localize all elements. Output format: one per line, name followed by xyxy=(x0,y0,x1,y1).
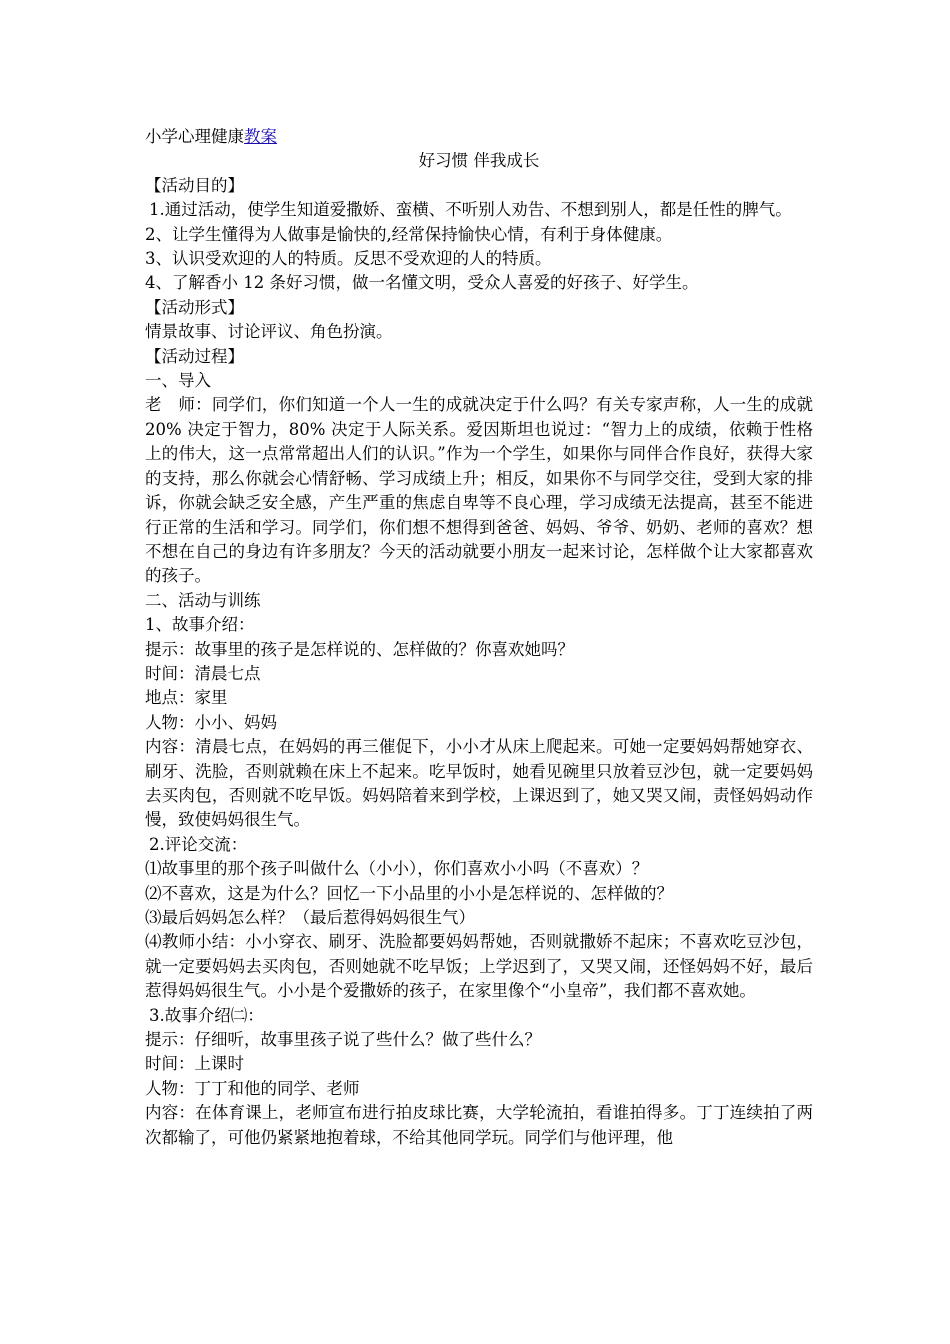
header-prefix: 小学心理健康 xyxy=(145,127,244,146)
intro-paragraph: 老 师：同学们，你们知道一个人一生的成就决定于什么吗？有关专家声称，人一生的成就 20% 决定于智力，80% 决定于人际关系。爱因斯坦也说过：“智力上的成绩，依赖于性格上的伟大，这一点常常超出人们的认识。”作为一个学生，如果你与同伴合作良好，获得大家的支持，那么你就会心情舒畅、学习成绩上升；相反，如果你不与同学交往，受到大家的排诉，你就会缺乏安全感，产生严重的焦虑自卑等不良心理，学习成绩无法提高，甚至不能进行正常的生活和学习。同学们，你们想不想得到爸爸、妈妈、爷爷、奶奶、老师的喜欢？想不想在自己的身边有许多朋友？今天的活动就要小朋友一起来讨论，怎样做个让大家都喜欢的孩子。 xyxy=(145,395,813,586)
story2-people: 人物：丁丁和他的同学、老师 xyxy=(145,1078,360,1098)
story2-hint: 提示：仔细听，故事里孩子说了些什么？做了些什么？ xyxy=(145,1030,541,1050)
discuss-item-4: ⑷教师小结：小小穿衣、刷牙、洗脸都要妈妈帮她，否则就撒娇不起床；不喜欢吃豆沙包，就一定要妈妈去买肉包，否则她就不吃早饭；上学迟到了，又哭又闹，还怪妈妈不好，最后惹得妈妈很生气。小小是个爱撒娇的孩子，在家里像个“小皇帝”，我们都不喜欢她。 xyxy=(145,932,813,1001)
document-title: 好习惯 伴我成长 xyxy=(418,151,540,171)
discuss-item-2: ⑵不喜欢，这是为什么？回忆一下小品里的小小是怎样说的、怎样做的？ xyxy=(145,883,673,903)
story2-content: 内容：在体育课上，老师宣布进行拍皮球比赛，大学轮流拍，看谁拍得多。丁丁连续拍了两次都输了，可他仍紧紧地抱着球，不给其他同学玩。同学们与他评理，他 xyxy=(145,1103,813,1147)
story1-place: 地点：家里 xyxy=(145,688,228,708)
story1-content: 内容：清晨七点，在妈妈的再三催促下，小小才从床上爬起来。可她一定要妈妈帮她穿衣、刷牙、洗脸，否则就赖在床上不起来。吃早饭时，她看见碗里只放着豆沙包，就一定要妈妈去买肉包，否则就不吃早饭。妈妈陪着来到学校，上课迟到了，她又哭又闹，责怪妈妈动作慢，致使妈妈很生气。 xyxy=(145,737,813,830)
discuss-heading: 2.评论交流： xyxy=(149,834,248,854)
story2-heading: 3.故事介绍㈡： xyxy=(149,1005,264,1025)
document-header xyxy=(145,125,813,149)
process-heading: 【活动过程】 xyxy=(145,346,244,366)
story1-people: 人物：小小、妈妈 xyxy=(145,712,277,732)
goal-item-3: 3、认识受欢迎的人的特质。反思不受欢迎的人的特质。 xyxy=(145,249,552,269)
discuss-item-3: ⑶最后妈妈怎么样？（最后惹得妈妈很生气） xyxy=(145,908,475,927)
goal-item-4: 4、了解香小 12 条好习惯，做一名懂文明，受众人喜爱的好孩子、好学生。 xyxy=(145,273,699,293)
form-heading: 【活动形式】 xyxy=(145,297,244,317)
story1-hint: 提示：故事里的孩子是怎样说的、怎样做的？你喜欢她吗？ xyxy=(145,639,574,659)
story1-heading: 1、故事介绍： xyxy=(145,615,255,635)
discuss-item-1: ⑴故事里的那个孩子叫做什么（小小），你们喜欢小小吗（不喜欢）？ xyxy=(145,859,649,879)
intro-heading: 一、导入 xyxy=(145,371,211,391)
goal-heading: 【活动目的】 xyxy=(145,175,244,195)
goal-item-2: 2、让学生懂得为人做事是愉快的,经常保持愉快心情，有利于身体健康。 xyxy=(145,224,673,244)
story2-time: 时间：上课时 xyxy=(145,1054,244,1074)
document-body xyxy=(145,125,813,1150)
goal-item-1: 1.通过活动，使学生知道爱撒娇、蛮横、不听别人劝告、不想到别人，都是任性的脾气。 xyxy=(149,200,792,220)
lesson-plan-link[interactable]: 教案 xyxy=(244,127,277,146)
training-heading: 二、活动与训练 xyxy=(145,590,261,610)
form-text: 情景故事、讨论评议、角色扮演。 xyxy=(145,322,393,342)
story1-time: 时间：清晨七点 xyxy=(145,663,261,683)
